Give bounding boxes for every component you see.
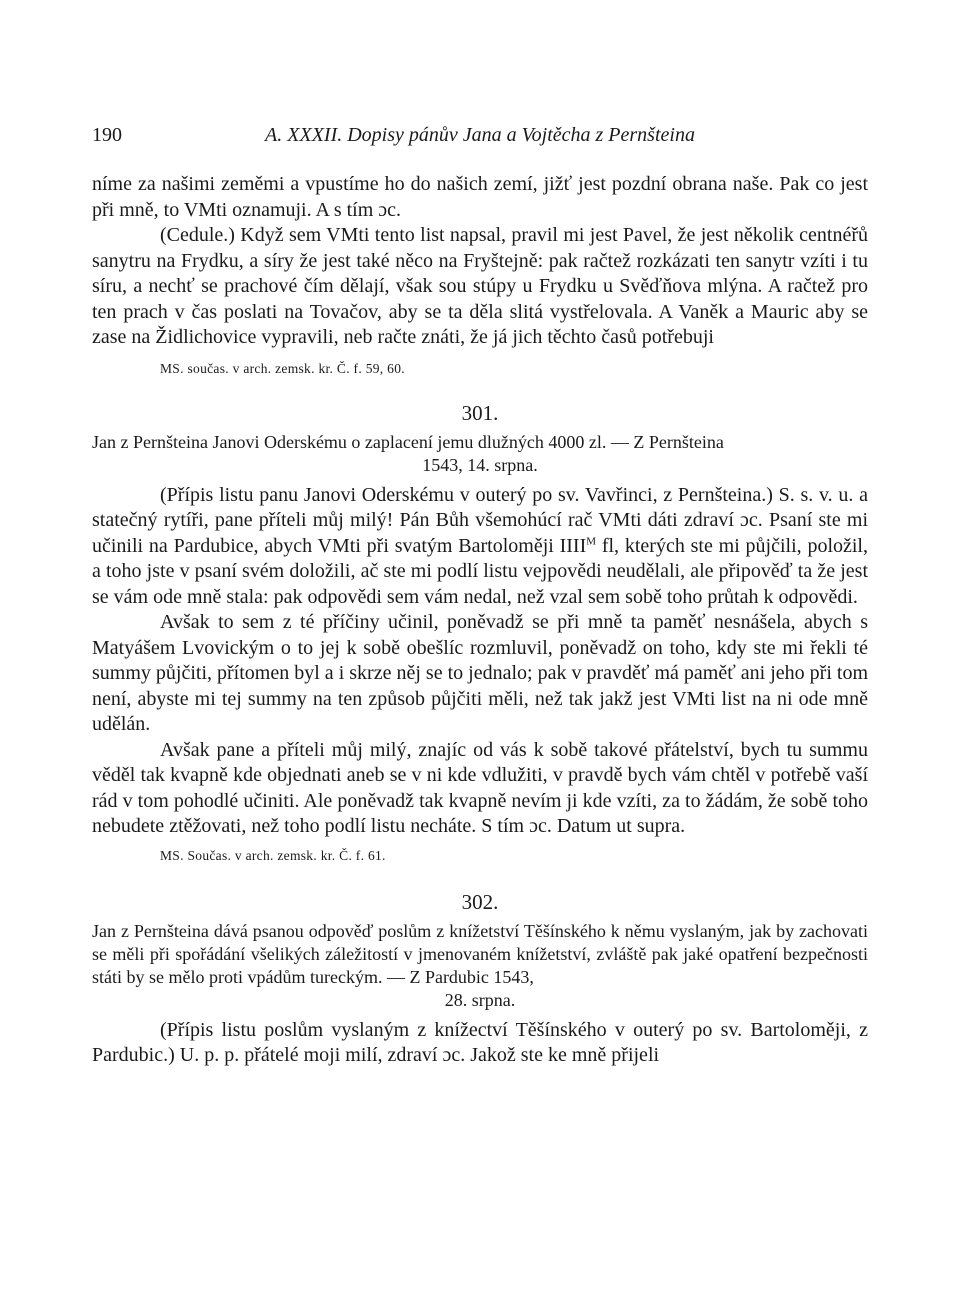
source-note: MS. Součas. v arch. zemsk. kr. Č. f. 61. [160,847,386,863]
cedule-paragraph: (Cedule.) Když sem VMti tento list napsal, pravil mi jest Pavel, že jest několik centnéřů sanytru na Frydku, a síry že jest také něco na Fryštejně: pak račtež rozkázati ten sanytr vzíti i tu síru, a nechť se prachové čím dělají, však sou stúpy u Frydku u Svěďňova mlýna. A račtež pro ten prach v čas poslati na Tovačov, aby se ta děla slitá vystřelovala. A Vaněk a Mauric aby se zase na Židlichovice vypravili, neb račte znáti, že já jich těchto časů potřebuji [92,224,868,348]
letter-summary: Jan z Pernšteina dává psanou odpověď poslům z knížetství Těšínského k němu vyslaným, jak by zachovati se měli při spořádání všelikých záležitostí v jmenovaném knížetství, zvláště pak jaké opatření bezpečnosti státi by se mělo proti vpádům tureckým. — Z Pardubic 1543, [92,920,868,987]
letter-paragraph: Avšak pane a příteli můj milý, znajíc od vás k sobě takové přátelství, bych tu summu věděl tak kvapně kde objednati aneb se v ni kde vdlužiti, v pravdě bych vám chtěl v potřebě vaší rád v tom pohodlé učiniti. Ale poněvadž tak kvapně nevím ji kde vzíti, za to žádám, že sobě toho nebudete ztěžovati, než toho podlí listu necháte. S tím ɔc. Datum ut supra. [92,738,868,837]
letter-conclusion: níme za našimi zeměmi a vpustíme ho do našich zemí, jižť jest pozdní obrana naše. Pak co jest při mně, to VMti oznamuji. A s tím ɔc. [92,173,868,221]
letter-number: 302. [461,889,499,914]
superscript: M [586,534,597,547]
letter-paragraph: (Přípis listu poslům vyslaným z knížectví Těšínského v outerý po sv. Bartoloměji, z Pardubic.) U. p. p. přátelé moji milí, zdraví ɔc. Jakož ste ke mně přijeli [92,1018,868,1066]
page-number: 190 [92,124,122,146]
letter-date: 1543, 14. srpna. [422,454,538,475]
letter-paragraph: Avšak to sem z té příčiny učinil, poněvadž se při mně ta paměť nesnášela, abych s Matyášem Lvovickým o to jej k sobě obešlíc rozmluvil, poněvadž on toho, kdy ste mi řekli té summy půjčiti, přítomen byl a i skrze něj se to jednalo; pak v pravděť má paměť ani jeho při tom není, abyste mi tej summy na ten způsob půjčiti měli, než tak jakž jest VMti list na ni ode mně udělán. [92,611,868,735]
main-text [92,172,868,1069]
source-note: MS. součas. v arch. zemsk. kr. Č. f. 59, 60. [160,360,405,376]
letter-date: 28. srpna. [444,989,516,1010]
page-header [92,124,868,150]
letter-paragraph: (Přípis listu panu Janovi Oderskému v outerý po sv. Vavřinci, z Pernšteina.) S. s. v. u. a statečný rytíři, pane příteli můj milý! Pán Bůh všemohúcí rač VMti dáti zdraví ɔc. Psaní ste mi učinili na Pardubice, abych VMti při svatým Bartoloměji $IIII^M$ fl, kterých ste mi půjčili, položil, a toho jste v psaní svém doložili, ač ste mi podlí listu vejpovědi neudělali, ale připověď ta že jest se vám ode mně stala: pak odpovědi sem vám nedal, než vzal sem sobě toho průtah k odpovědi. [92,483,868,608]
letter-number: 301. [461,400,499,425]
letter-summary: Jan z Pernšteina Janovi Oderskému o zaplacení jemu dlužných 4000 zl. — Z Pernšteina [92,431,724,452]
running-title: A. XXXII. Dopisy pánův Jana a Vojtěcha z Pernšteina [265,124,695,146]
